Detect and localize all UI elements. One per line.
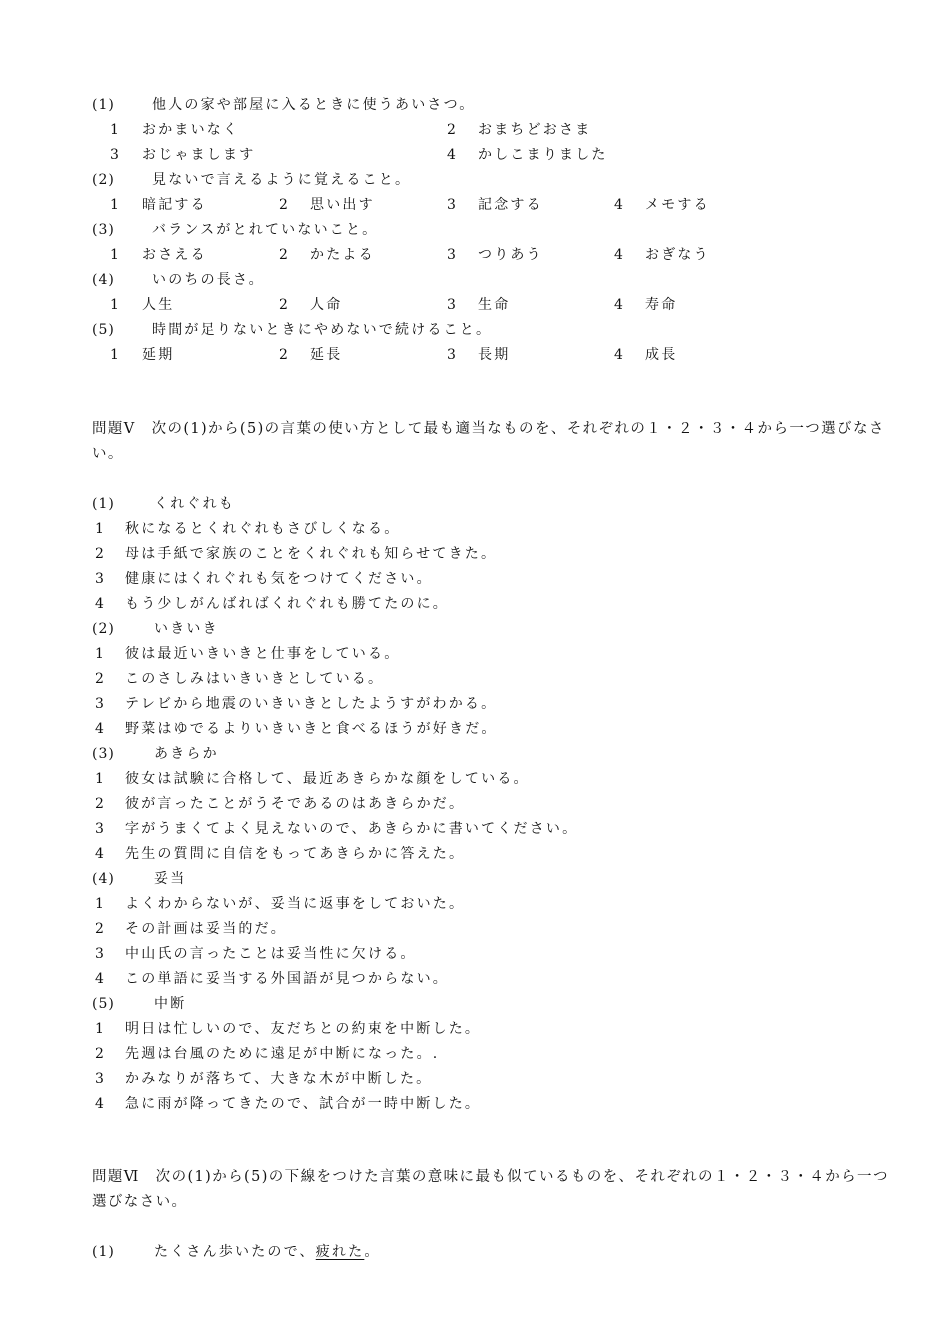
- option-text: 暗記する: [142, 197, 207, 213]
- question-prompt: バランスがとれていないこと。: [152, 222, 379, 238]
- option-number: 1: [95, 1021, 104, 1037]
- option-number: 2: [95, 546, 104, 562]
- option-number: 1: [110, 247, 119, 263]
- question-number: (2): [92, 172, 115, 188]
- option-number: 3: [95, 1071, 104, 1087]
- option-text: 中山氏の言ったことは妥当性に欠ける。: [125, 946, 417, 962]
- question-number: (1): [92, 496, 115, 512]
- question-number: (3): [92, 746, 115, 762]
- option-text: おさえる: [142, 247, 207, 263]
- option-number: 2: [279, 347, 288, 363]
- option-number: 2: [279, 197, 288, 213]
- option-text: その計画は妥当的だ。: [125, 921, 287, 937]
- question-number: (1): [92, 1244, 115, 1260]
- option-number: 4: [95, 846, 104, 862]
- option-text: おじゃまします: [142, 147, 256, 163]
- option-text: 秋になるとくれぐれもさびしくなる。: [125, 521, 401, 537]
- option-text: 先週は台風のために遠足が中断になった。.: [125, 1046, 440, 1062]
- question-word: あきらか: [154, 746, 219, 762]
- option-number: 4: [95, 971, 104, 987]
- option-number: 1: [110, 197, 119, 213]
- option-text: 寿命: [645, 297, 678, 313]
- option-number: 1: [95, 896, 104, 912]
- question-number: (2): [92, 621, 115, 637]
- option-text: このさしみはいきいきとしている。: [125, 671, 385, 687]
- option-text: 明日は忙しいので、友だちとの約束を中断した。: [125, 1021, 482, 1037]
- option-text: かたよる: [310, 247, 375, 263]
- option-number: 4: [614, 197, 623, 213]
- question-number: (4): [92, 871, 115, 887]
- question-number: (5): [92, 996, 115, 1012]
- option-number: 2: [95, 1046, 104, 1062]
- question-word: いきいき: [154, 621, 219, 637]
- option-number: 2: [95, 796, 104, 812]
- option-number: 1: [110, 122, 119, 138]
- question-sentence: [154, 1243, 381, 1261]
- option-text: 急に雨が降ってきたので、試合が一時中断した。: [125, 1096, 482, 1112]
- question-word: くれぐれも: [154, 496, 235, 512]
- option-number: 3: [447, 297, 456, 313]
- option-text: 人生: [142, 297, 175, 313]
- option-text: 生命: [478, 297, 511, 313]
- option-number: 4: [614, 347, 623, 363]
- option-text: もう少しがんばればくれぐれも勝てたのに。: [125, 596, 449, 612]
- question-number: (4): [92, 272, 115, 288]
- option-text: 字がうまくてよく見えないので、あきらかに書いてください。: [125, 821, 579, 837]
- part6-instruction: 問題Ⅵ 次の(1)から(5)の下線をつけた言葉の意味に最も似ているものを、それぞれの１・２・３・４から一つ選びなさい。: [92, 1169, 889, 1210]
- part5-instruction: 問題Ⅴ 次の(1)から(5)の言葉の使い方として最も適当なものを、それぞれの１・２・３・４から一つ選びなさい。: [92, 421, 885, 462]
- option-text: この単語に妥当する外国語が見つからない。: [125, 971, 449, 987]
- option-number: 2: [95, 921, 104, 937]
- option-number: 2: [447, 122, 456, 138]
- option-number: 4: [614, 297, 623, 313]
- question-word: 妥当: [154, 871, 187, 887]
- question-prompt: いのちの長さ。: [152, 272, 265, 288]
- option-number: 1: [95, 646, 104, 662]
- option-number: 3: [95, 571, 104, 587]
- option-number: 2: [95, 671, 104, 687]
- option-number: 4: [447, 147, 456, 163]
- underlined-word: 疲れた: [315, 1244, 365, 1260]
- option-text: 思い出す: [310, 197, 375, 213]
- option-number: 4: [95, 596, 104, 612]
- option-text: 先生の質問に自信をもってあきらかに答えた。: [125, 846, 466, 862]
- option-text: 母は手紙で家族のことをくれぐれも知らせてきた。: [125, 546, 498, 562]
- question-number: (1): [92, 97, 115, 113]
- option-number: 2: [279, 297, 288, 313]
- question-number: (3): [92, 222, 115, 238]
- sentence-after: 。: [364, 1244, 381, 1260]
- option-number: 3: [447, 347, 456, 363]
- option-text: 彼は最近いきいきと仕事をしている。: [125, 646, 401, 662]
- option-number: 3: [110, 147, 119, 163]
- option-number: 3: [447, 197, 456, 213]
- option-text: かしこまりました: [478, 147, 608, 163]
- option-text: 健康にはくれぐれも気をつけてください。: [125, 571, 433, 587]
- option-text: かみなりが落ちて、大きな木が中断した。: [125, 1071, 433, 1087]
- option-text: おかまいなく: [142, 122, 240, 138]
- option-number: 4: [614, 247, 623, 263]
- option-text: おまちどおさま: [478, 122, 592, 138]
- option-number: 1: [110, 297, 119, 313]
- option-text: 延長: [310, 347, 343, 363]
- question-prompt: 他人の家や部屋に入るときに使うあいさつ。: [152, 97, 476, 113]
- option-number: 4: [95, 1096, 104, 1112]
- option-number: 3: [95, 946, 104, 962]
- option-text: つりあう: [478, 247, 543, 263]
- option-text: よくわからないが、妥当に返事をしておいた。: [125, 896, 466, 912]
- option-text: 彼が言ったことがうそであるのはあきらかだ。: [125, 796, 466, 812]
- option-number: 4: [95, 721, 104, 737]
- option-number: 1: [95, 771, 104, 787]
- option-text: メモする: [645, 197, 710, 213]
- option-text: 延期: [142, 347, 175, 363]
- option-number: 1: [95, 521, 104, 537]
- option-text: 成長: [645, 347, 678, 363]
- option-text: 長期: [478, 347, 511, 363]
- question-number: (5): [92, 322, 115, 338]
- option-number: 3: [95, 821, 104, 837]
- option-text: 彼女は試験に合格して、最近あきらかな顔をしている。: [125, 771, 530, 787]
- question-word: 中断: [154, 996, 187, 1012]
- question-prompt: 時間が足りないときにやめないで続けること。: [152, 322, 493, 338]
- sentence-before: たくさん歩いたので、: [154, 1244, 316, 1260]
- option-text: 野菜はゆでるよりいきいきと食べるほうが好きだ。: [125, 721, 498, 737]
- option-text: 記念する: [478, 197, 543, 213]
- option-number: 1: [110, 347, 119, 363]
- option-text: おぎなう: [645, 247, 710, 263]
- option-text: 人命: [310, 297, 343, 313]
- option-number: 3: [447, 247, 456, 263]
- option-text: テレビから地震のいきいきとしたようすがわかる。: [125, 696, 498, 712]
- question-prompt: 見ないで言えるように覚えること。: [152, 172, 412, 188]
- option-number: 3: [95, 696, 104, 712]
- option-number: 2: [279, 247, 288, 263]
